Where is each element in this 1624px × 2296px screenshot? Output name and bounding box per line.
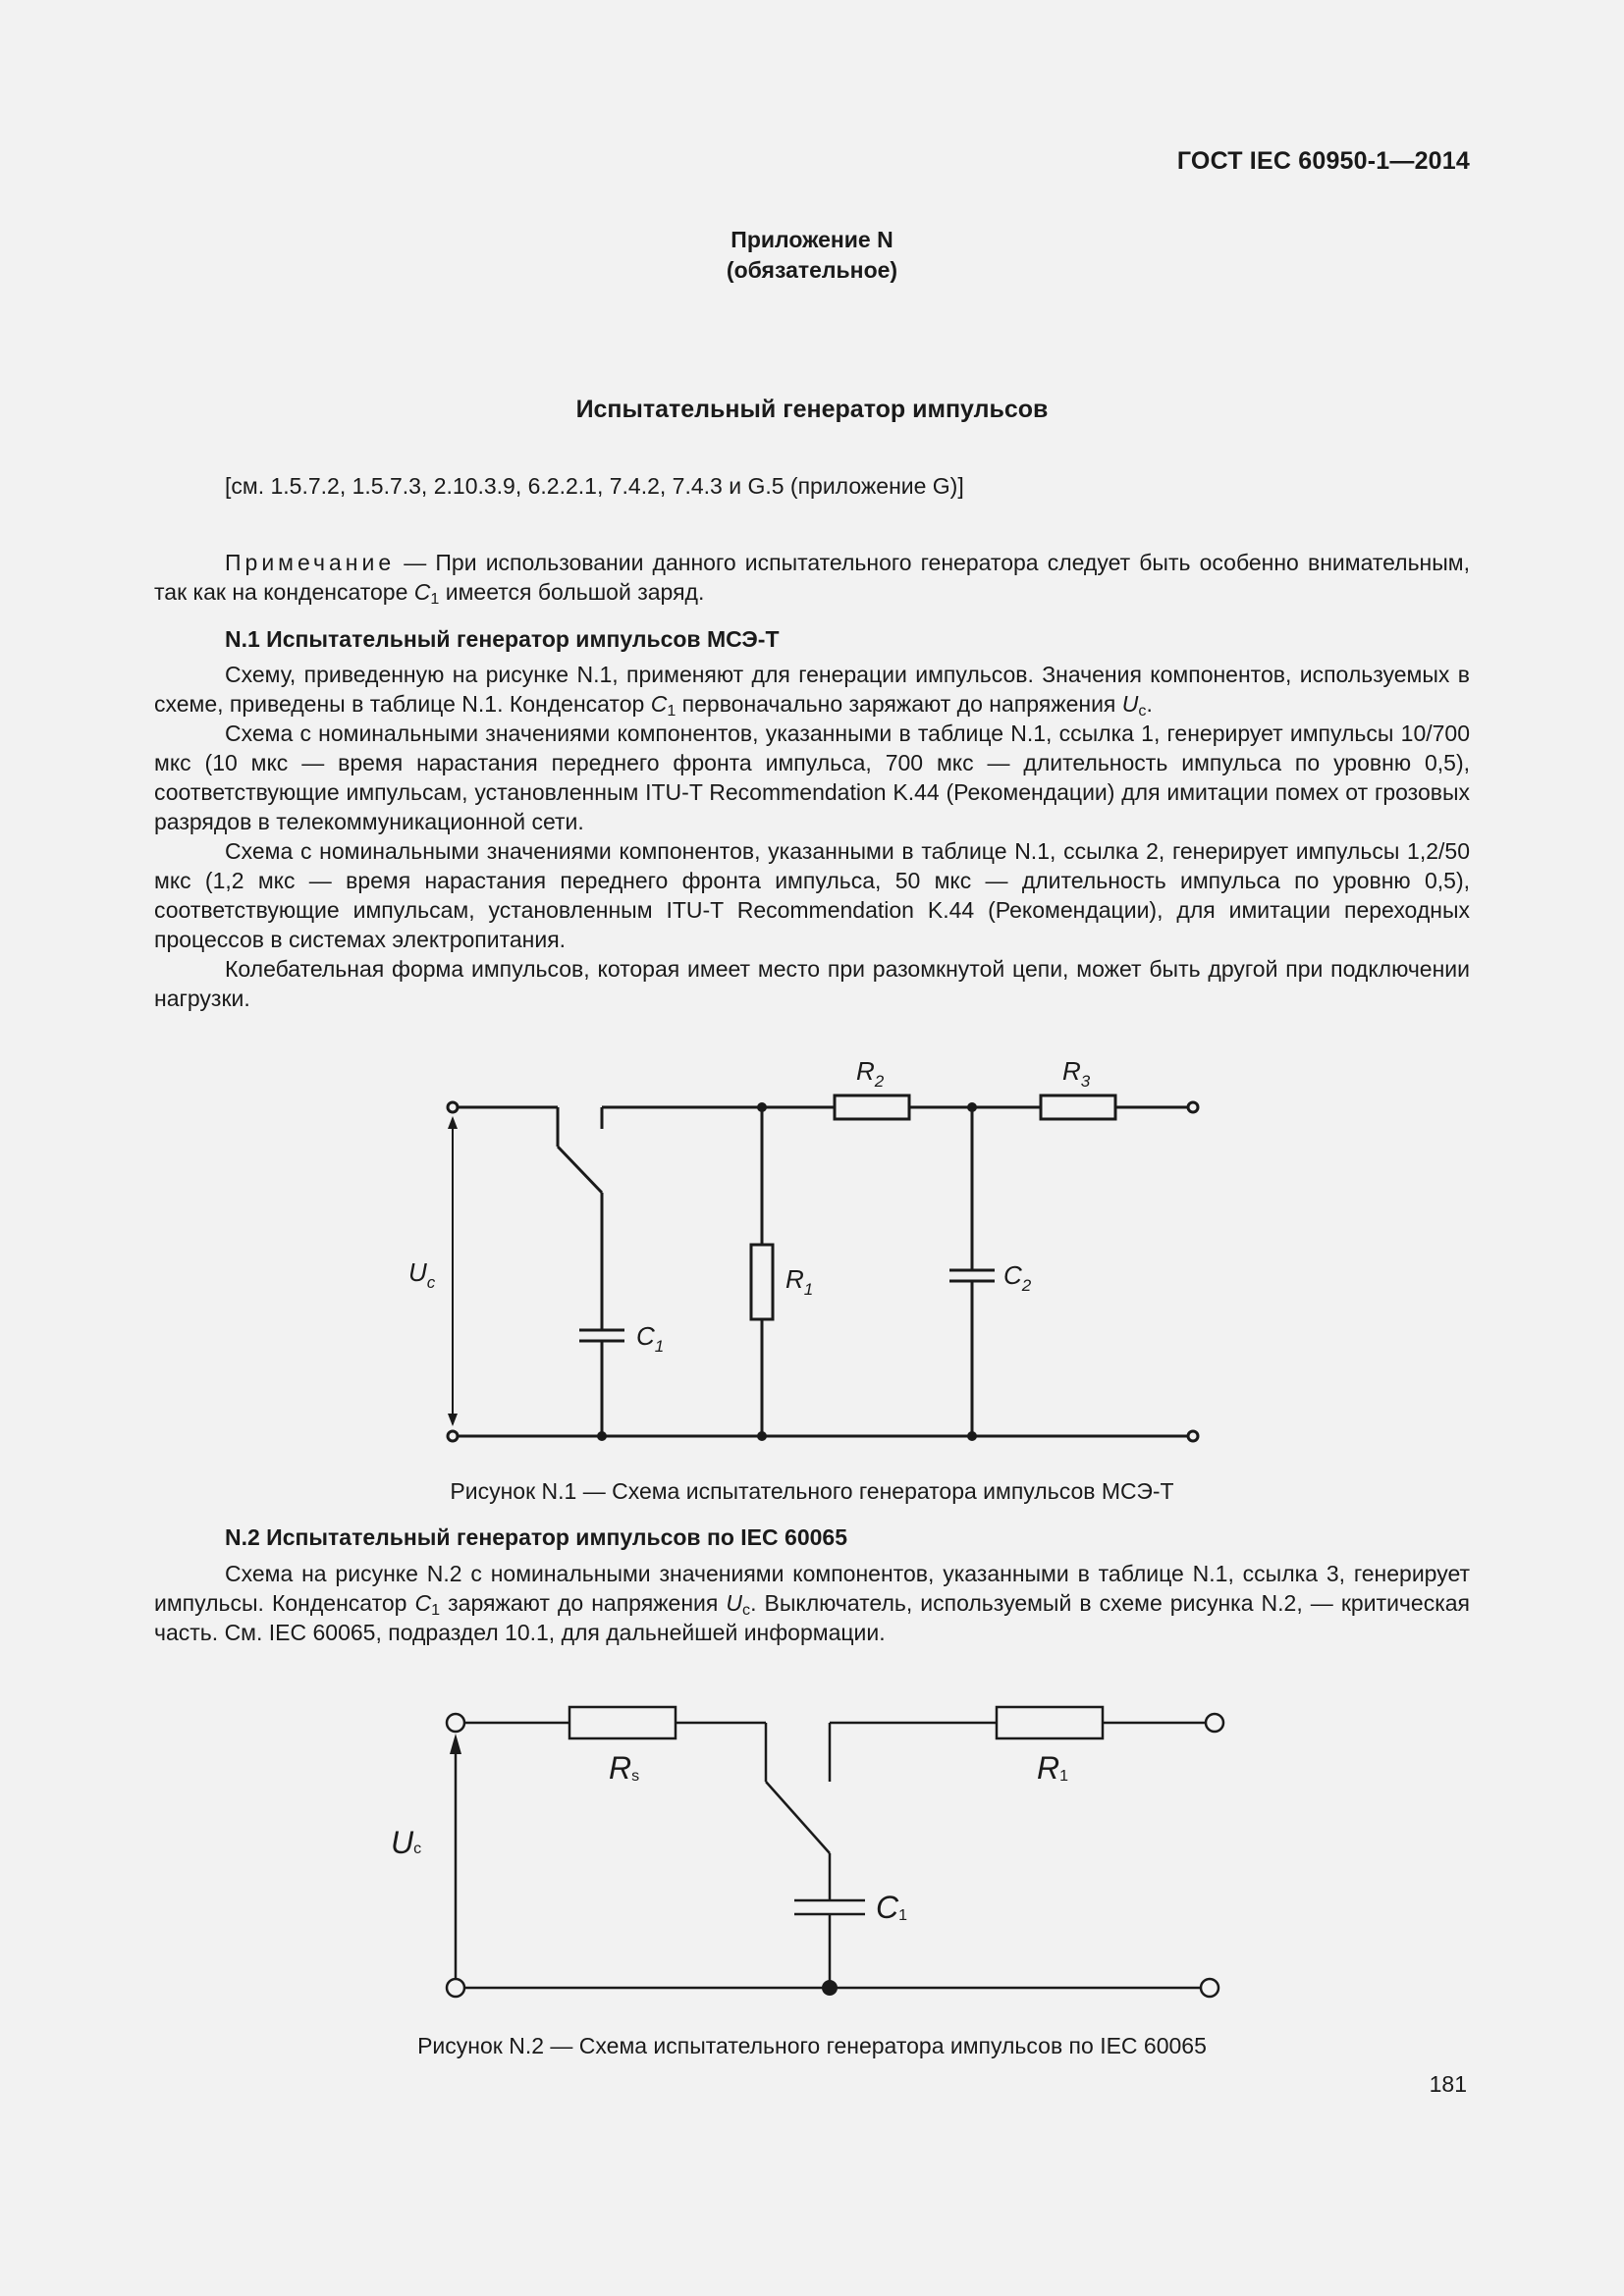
fig1-label-c2: $C_2$ (1003, 1260, 1032, 1295)
note-label: Примечание (225, 550, 396, 575)
n2-p1-sym: C (414, 1590, 432, 1616)
n1-p1-sym: C (650, 691, 668, 717)
n2-p1-sub: 1 (431, 1601, 441, 1619)
fig2-label-r1: R1 (1037, 1750, 1069, 1786)
standard-header: ГОСТ IEC 60950-1—2014 (1176, 147, 1470, 175)
figure-n2-caption: Рисунок N.2 — Схема испытательного генератора импульсов по IEC 60065 (417, 2033, 1207, 2058)
fig2-switch-blade (766, 1782, 830, 1853)
page-number: 181 (1429, 2071, 1467, 2097)
annex-title-line: Приложение N (731, 227, 893, 252)
fig2-label-rs: Rs (609, 1750, 640, 1786)
n1-paragraph-4: Колебательная форма импульсов, которая имеет место при разомкнутой цепи, может быть другой при подключении нагрузки. (154, 956, 1470, 1011)
n2-p1-c: . Выключатель, используемый в схеме рисунка N.2, — критическая часть. См. IEC 60065, подраздел 10.1, для дальнейшей информации. (154, 1590, 1471, 1645)
fig2-junction (822, 1980, 838, 1996)
fig1-label-r3: $R_3$ (1062, 1056, 1091, 1091)
references: [см. 1.5.7.2, 1.5.7.3, 2.10.3.9, 6.2.2.1, 7.4.2, 7.4.3 и G.5 (приложение G)] (225, 473, 964, 499)
fig2-terminal (447, 1714, 464, 1732)
n2-p1-b: заряжают до напряжения (440, 1590, 727, 1616)
fig2-label-uc: Uc (391, 1825, 422, 1860)
n1-p1-sub2: c (1138, 702, 1147, 720)
note-symbol: C (413, 579, 431, 605)
n1-p1-c: . (1146, 691, 1153, 717)
note-text-after: имеется большой заряд. (439, 579, 705, 605)
fig2-label-c1: C1 (876, 1890, 908, 1925)
fig1-label-r1: $R_1$ (785, 1264, 814, 1299)
n1-paragraph-3: Схема с номинальными значениями компонентов, указанными в таблице N.1, ссылка 2, генерирует импульсы 1,2/50 мкс (1,2 мкс — время нарастания переднего фронта импульса, 50 мкс — длительность импульса по уровню 0,5), соответствующие импульсам, установленным ITU-T Recommendation K.44 (Рекомендации), для имитации переходных процессов в системах электропитания. (154, 838, 1470, 952)
figure-n1-caption: Рисунок N.1 — Схема испытательного генератора импульсов МСЭ-Т (450, 1478, 1174, 1504)
fig2-uc-arrowhead (450, 1734, 461, 1754)
fig1-label-c1: $C_1$ (636, 1321, 665, 1356)
n1-p1-sub: 1 (667, 702, 677, 720)
section-title: Испытательный генератор импульсов (575, 396, 1049, 423)
note-text-before: — При использовании данного испытательного генератора следует быть особенно внимательным, так как на конденсаторе (154, 550, 1470, 605)
n2-p1-sym2: U (726, 1590, 743, 1616)
n1-p1-b: первоначально заряжают до напряжения (676, 691, 1122, 717)
n1-p1-sym2: U (1121, 691, 1139, 717)
n1-heading: N.1 Испытательный генератор импульсов МСЭ-Т (225, 626, 780, 652)
fig2-rs-resistor (569, 1707, 676, 1738)
fig2-terminal (447, 1979, 464, 1997)
fig1-label-uc: $U_c$ (408, 1257, 436, 1292)
n2-p1-a: Схема на рисунке N.2 с номинальными значениями компонентов, указанными в таблице N.1, ссылка 3, генерирует импульсы. Конденсатор (154, 1561, 1470, 1616)
n2-heading: N.2 Испытательный генератор импульсов по IEC 60065 (225, 1524, 847, 1550)
n2-p1-sub2: c (742, 1601, 751, 1619)
annex-status: (обязательное) (726, 257, 898, 283)
n1-paragraph-2: Схема с номинальными значениями компонентов, указанными в таблице N.1, ссылка 1, генерирует импульсы 10/700 мкс (10 мкс — время нарастания переднего фронта импульса, 700 мкс — длительность импульса по уровню 0,5), соответствующие импульсам, установленным ITU-T Recommendation K.44 (Рекомендации) для имитации помех от грозовых разрядов в телекоммуникационной сети. (154, 721, 1470, 834)
note-symbol-sub: 1 (430, 590, 440, 608)
fig2-r1-resistor (997, 1707, 1103, 1738)
fig2-terminal (1201, 1979, 1218, 1997)
n1-p1-a: Схему, приведенную на рисунке N.1, применяют для генерации импульсов. Значения компонентов, используемых в схеме, приведены в таблице N.1. Конденсатор (154, 662, 1470, 717)
fig1-label-r2: $R_2$ (856, 1056, 885, 1091)
fig2-terminal (1206, 1714, 1223, 1732)
